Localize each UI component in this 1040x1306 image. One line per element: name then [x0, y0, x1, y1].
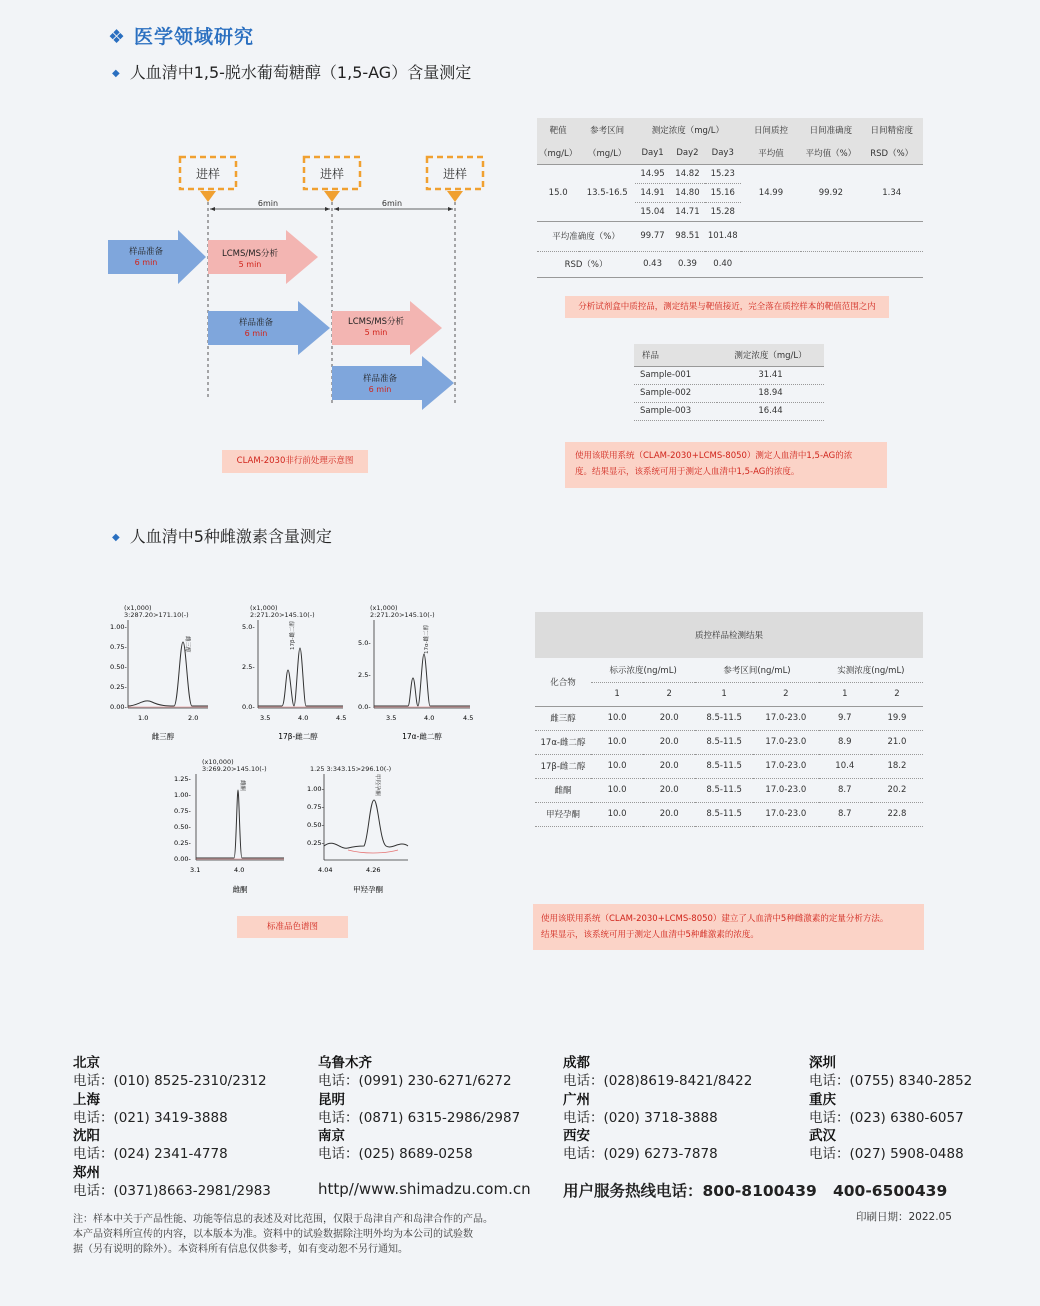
svg-text:1.00-: 1.00- [174, 791, 191, 799]
chromatograms [108, 602, 488, 902]
svg-text:0.0-: 0.0- [358, 703, 371, 711]
table-row: 15.04 14.71 15.28 [537, 202, 923, 221]
svg-text:5 min: 5 min [364, 328, 388, 337]
svg-text:3.5: 3.5 [386, 714, 397, 722]
chromatogram-estriol [110, 604, 208, 741]
chromatogram-17b-estradiol [242, 604, 346, 741]
workflow-diagram [108, 150, 488, 480]
svg-text:(x1,000): (x1,000) [124, 604, 152, 612]
svg-text:6 min: 6 min [368, 385, 392, 394]
svg-text:0.50-: 0.50- [174, 823, 191, 831]
table-row: RSD（%） 0.43 0.39 0.40 [537, 251, 923, 277]
svg-text:(x1,000): (x1,000) [250, 604, 278, 612]
table-row: 雌三醇 10.0 20.0 8.5-11.5 17.0-23.0 9.7 19.9 [535, 706, 923, 730]
table-row: 平均准确度（%） 99.77 98.51 101.48 [537, 221, 923, 251]
analysis-arrow-2 [332, 301, 442, 355]
svg-text:进样: 进样 [442, 167, 468, 181]
svg-text:0.25-: 0.25- [307, 839, 324, 847]
col-precision: 日间精密度 [870, 126, 913, 136]
inject-box-2 [304, 157, 360, 202]
svg-text:1.25-: 1.25- [174, 775, 191, 783]
svg-text:4.5: 4.5 [463, 714, 474, 722]
chromatogram-caption: 标准品色谱图 [237, 916, 348, 938]
svg-text:1.0: 1.0 [138, 714, 149, 722]
prep-arrow-1 [108, 230, 206, 284]
qc-accuracy-table: 靶值 参考区间 测定浓度（mg/L） 日间质控 日间准确度 日间精密度 （mg/L） （mg/L） Day1 Day2 Day3 平均值 平均值（%） RSD（%） 15.0 13.5-16.5 14.95 14.82 15.23 14.99 99.92 1.34 14.91 14.80 15.16 15.04 14.71 15.28 平均准确度（%） 99.77 98.51 101.48 RSD（%） 0.43 0.39 0.40 [537, 118, 923, 278]
svg-text:(x10,000): (x10,000) [202, 758, 234, 766]
svg-text:LCMS/MS分析: LCMS/MS分析 [222, 249, 278, 259]
table-title: 质控样品检测结果 [694, 631, 763, 641]
svg-text:3.5: 3.5 [260, 714, 271, 722]
prep-arrow-2 [208, 301, 330, 355]
svg-text:2.5-: 2.5- [358, 671, 371, 679]
svg-text:0.25-: 0.25- [174, 839, 191, 847]
svg-text:3:269.20>145.10(-): 3:269.20>145.10(-) [202, 765, 267, 773]
print-date: 印刷日期：2022.05 [856, 1211, 952, 1223]
svg-text:4.0: 4.0 [298, 714, 309, 722]
svg-text:0.75-: 0.75- [307, 803, 324, 811]
contact-column-1: 北京 电话：(010) 8525-2310/2312 上海 电话：(021) 3419-3888 沈阳 电话：(024) 2341-4778 郑州 电话：(0371)8663-2981/2983 [73, 1055, 271, 1200]
study2-title: ◆ 人血清中5种雌激素含量测定 [112, 527, 332, 546]
svg-text:雌酮: 雌酮 [232, 885, 248, 894]
svg-text:4.0: 4.0 [234, 866, 245, 874]
table-row: Sample-003 16.44 [634, 402, 824, 420]
svg-text:进样: 进样 [195, 167, 221, 181]
footer-notes: 注：样本中关于产品性能、功能等信息的表述及对比范围，仅限于岛津自产和岛津合作的产品。 本产品资料所宣传的内容，以本版本为准。资料中的试验数据除注明外均为本公司的试验数 据（另有说明的除外）。本资料所有信息仅供参考，如有变动恕不另行通知。 [73, 1214, 493, 1255]
svg-text:17α-雌二醇: 17α-雌二醇 [402, 732, 442, 741]
note-sample-result: 使用该联用系统（CLAM-2030+LCMS-8050）测定人血清中1,5-AG的浓 度。结果显示，该系统可用于测定人血清中1,5-AG的浓度。 [565, 442, 887, 488]
svg-text:雌三醇: 雌三醇 [184, 636, 190, 653]
bullet-icon: ◆ [112, 68, 120, 79]
svg-text:6 min: 6 min [134, 258, 158, 267]
contact-column-2: 乌鲁木齐 电话：(0991) 230-6271/6272 昆明 电话：(0871) 6315-2986/2987 南京 电话：(025) 8689-0258 [318, 1055, 521, 1163]
table-row: 17α-雌二醇 10.0 20.0 8.5-11.5 17.0-23.0 8.9 21.0 [535, 730, 923, 754]
svg-text:17β-雌二醇: 17β-雌二醇 [278, 732, 318, 741]
contact-column-3: 成都 电话：(028)8619-8421/8422 广州 电话：(020) 3718-3888 西安 电话：(029) 6273-7878 [563, 1055, 753, 1163]
table-row: Sample-001 31.41 [634, 366, 824, 384]
svg-text:2.0: 2.0 [188, 714, 199, 722]
svg-text:0.00-: 0.00- [110, 703, 127, 711]
svg-text:4.0: 4.0 [424, 714, 435, 722]
svg-text:6min: 6min [381, 199, 403, 208]
svg-text:甲羟孕酮: 甲羟孕酮 [374, 774, 380, 797]
svg-text:4.04: 4.04 [318, 866, 333, 874]
study1-title: ◆ 人血清中1,5-脱水葡萄糖醇（1,5-AG）含量测定 [112, 63, 472, 82]
svg-text:LCMS/MS分析: LCMS/MS分析 [348, 317, 404, 327]
svg-text:0.75-: 0.75- [174, 807, 191, 815]
svg-text:2.5-: 2.5- [242, 663, 255, 671]
svg-text:2:271.20>145.10(-): 2:271.20>145.10(-) [250, 611, 315, 619]
svg-text:1.00-: 1.00- [307, 785, 324, 793]
table-row: Sample-002 18.94 [634, 384, 824, 402]
diamond-icon: ❖ [108, 26, 127, 48]
svg-text:样品准备: 样品准备 [238, 318, 274, 328]
col-concentration: 测定浓度（mg/L） [651, 126, 724, 136]
hotline: 用户服务热线电话：800-8100439 400-6500439 [563, 1182, 948, 1200]
svg-text:0.00-: 0.00- [174, 855, 191, 863]
svg-text:0.0-: 0.0- [242, 703, 255, 711]
bullet-icon: ◆ [112, 532, 120, 543]
inject-box-3 [427, 157, 483, 202]
prep-arrow-3 [332, 356, 454, 410]
col-range: 参考区间 [590, 126, 625, 136]
chromatogram-17a-estradiol [358, 604, 473, 741]
svg-text:4.26: 4.26 [366, 866, 381, 874]
svg-text:(x1,000): (x1,000) [370, 604, 398, 612]
svg-text:1.25 3:343.15>296.10(-): 1.25 3:343.15>296.10(-) [310, 765, 392, 773]
svg-text:1.00-: 1.00- [110, 623, 127, 631]
svg-text:进样: 进样 [319, 167, 345, 181]
svg-text:17α-雌二醇: 17α-雌二醇 [424, 624, 430, 654]
svg-text:17β-雌二醇: 17β-雌二醇 [290, 621, 296, 650]
note-estrogen-result: 使用该联用系统（CLAM-2030+LCMS-8050）建立了人血清中5种雌激素的定量分析方法。 结果显示，该系统可用于测定人血清中5种雌激素的浓度。 [533, 904, 924, 950]
svg-text:0.75-: 0.75- [110, 643, 127, 651]
svg-text:甲羟孕酮: 甲羟孕酮 [353, 885, 383, 894]
chromatogram-estrone [174, 758, 284, 894]
website-link[interactable]: http//www.shimadzu.com.cn [318, 1180, 531, 1198]
svg-text:雌酮: 雌酮 [239, 780, 245, 792]
table-row: 15.0 13.5-16.5 14.95 14.82 15.23 14.99 99.92 1.34 [537, 164, 923, 183]
note-qc-result: 分析试剂盒中质控品，测定结果与靶值接近，完全落在质控样本的靶值范围之内 [565, 296, 889, 318]
table-row: 甲羟孕酮 10.0 20.0 8.5-11.5 17.0-23.0 8.7 22.8 [535, 802, 923, 826]
col-qc: 日间质控 [753, 126, 788, 136]
svg-text:2:271.20>145.10(-): 2:271.20>145.10(-) [370, 611, 435, 619]
estrogen-qc-table: 质控样品检测结果 化合物 标示浓度(ng/mL) 参考区间(ng/mL) 实测浓度(ng/mL) 1 2 1 2 1 2 雌三醇 10.0 20.0 8.5-11.5 17.0-23.0 9.7 19.9 17α-雌二醇 10.0 20.0 8.5-11.5 17.0-23.0 8.9 21.0 17β-雌二醇 10.0 20.0 8.5-11.5 17.0-23.0 10.4 18.2 雌酮 10.0 20.0 8.5-11.5 17.0-23.0 8.7 20.2 甲羟孕酮 10.0 20.0 8.5-11.5 17.0-23.0 8.7 22.8 [535, 612, 923, 827]
interval-2 [334, 199, 453, 211]
diagram-caption: CLAM-2030非行前处理示意图 [222, 450, 368, 473]
svg-text:3:287.20>171.10(-): 3:287.20>171.10(-) [124, 611, 189, 619]
svg-text:6min: 6min [257, 199, 279, 208]
section-title: ❖ 医学领域研究 [108, 26, 255, 48]
svg-text:0.25-: 0.25- [110, 683, 127, 691]
svg-text:雌三醇: 雌三醇 [151, 732, 175, 741]
svg-text:5.0-: 5.0- [358, 639, 371, 647]
svg-text:0.50-: 0.50- [110, 663, 127, 671]
svg-text:4.5: 4.5 [336, 714, 347, 722]
analysis-arrow-1 [208, 230, 318, 284]
svg-text:0.50-: 0.50- [307, 821, 324, 829]
inject-box-1 [180, 157, 236, 202]
col-target: 靶值 [549, 126, 567, 136]
svg-text:5 min: 5 min [238, 260, 262, 269]
col-accuracy: 日间准确度 [809, 126, 853, 136]
contact-column-4: 深圳 电话：(0755) 8340-2852 重庆 电话：(023) 6380-6057 武汉 电话：(027) 5908-0488 [809, 1055, 973, 1163]
interval-1 [210, 199, 330, 211]
table-row: 雌酮 10.0 20.0 8.5-11.5 17.0-23.0 8.7 20.2 [535, 778, 923, 802]
svg-text:样品准备: 样品准备 [362, 374, 398, 384]
chromatogram-medroxyprogesterone [307, 765, 408, 894]
svg-text:6 min: 6 min [244, 329, 268, 338]
sample-table: 样品 测定浓度（mg/L） Sample-001 31.41 Sample-002 18.94 Sample-003 16.44 [634, 344, 824, 421]
svg-text:样品准备: 样品准备 [128, 247, 164, 257]
table-row: 14.91 14.80 15.16 [537, 183, 923, 202]
svg-text:3.1: 3.1 [190, 866, 201, 874]
table-row: 17β-雌二醇 10.0 20.0 8.5-11.5 17.0-23.0 10.4 18.2 [535, 754, 923, 778]
svg-text:5.0-: 5.0- [242, 623, 255, 631]
